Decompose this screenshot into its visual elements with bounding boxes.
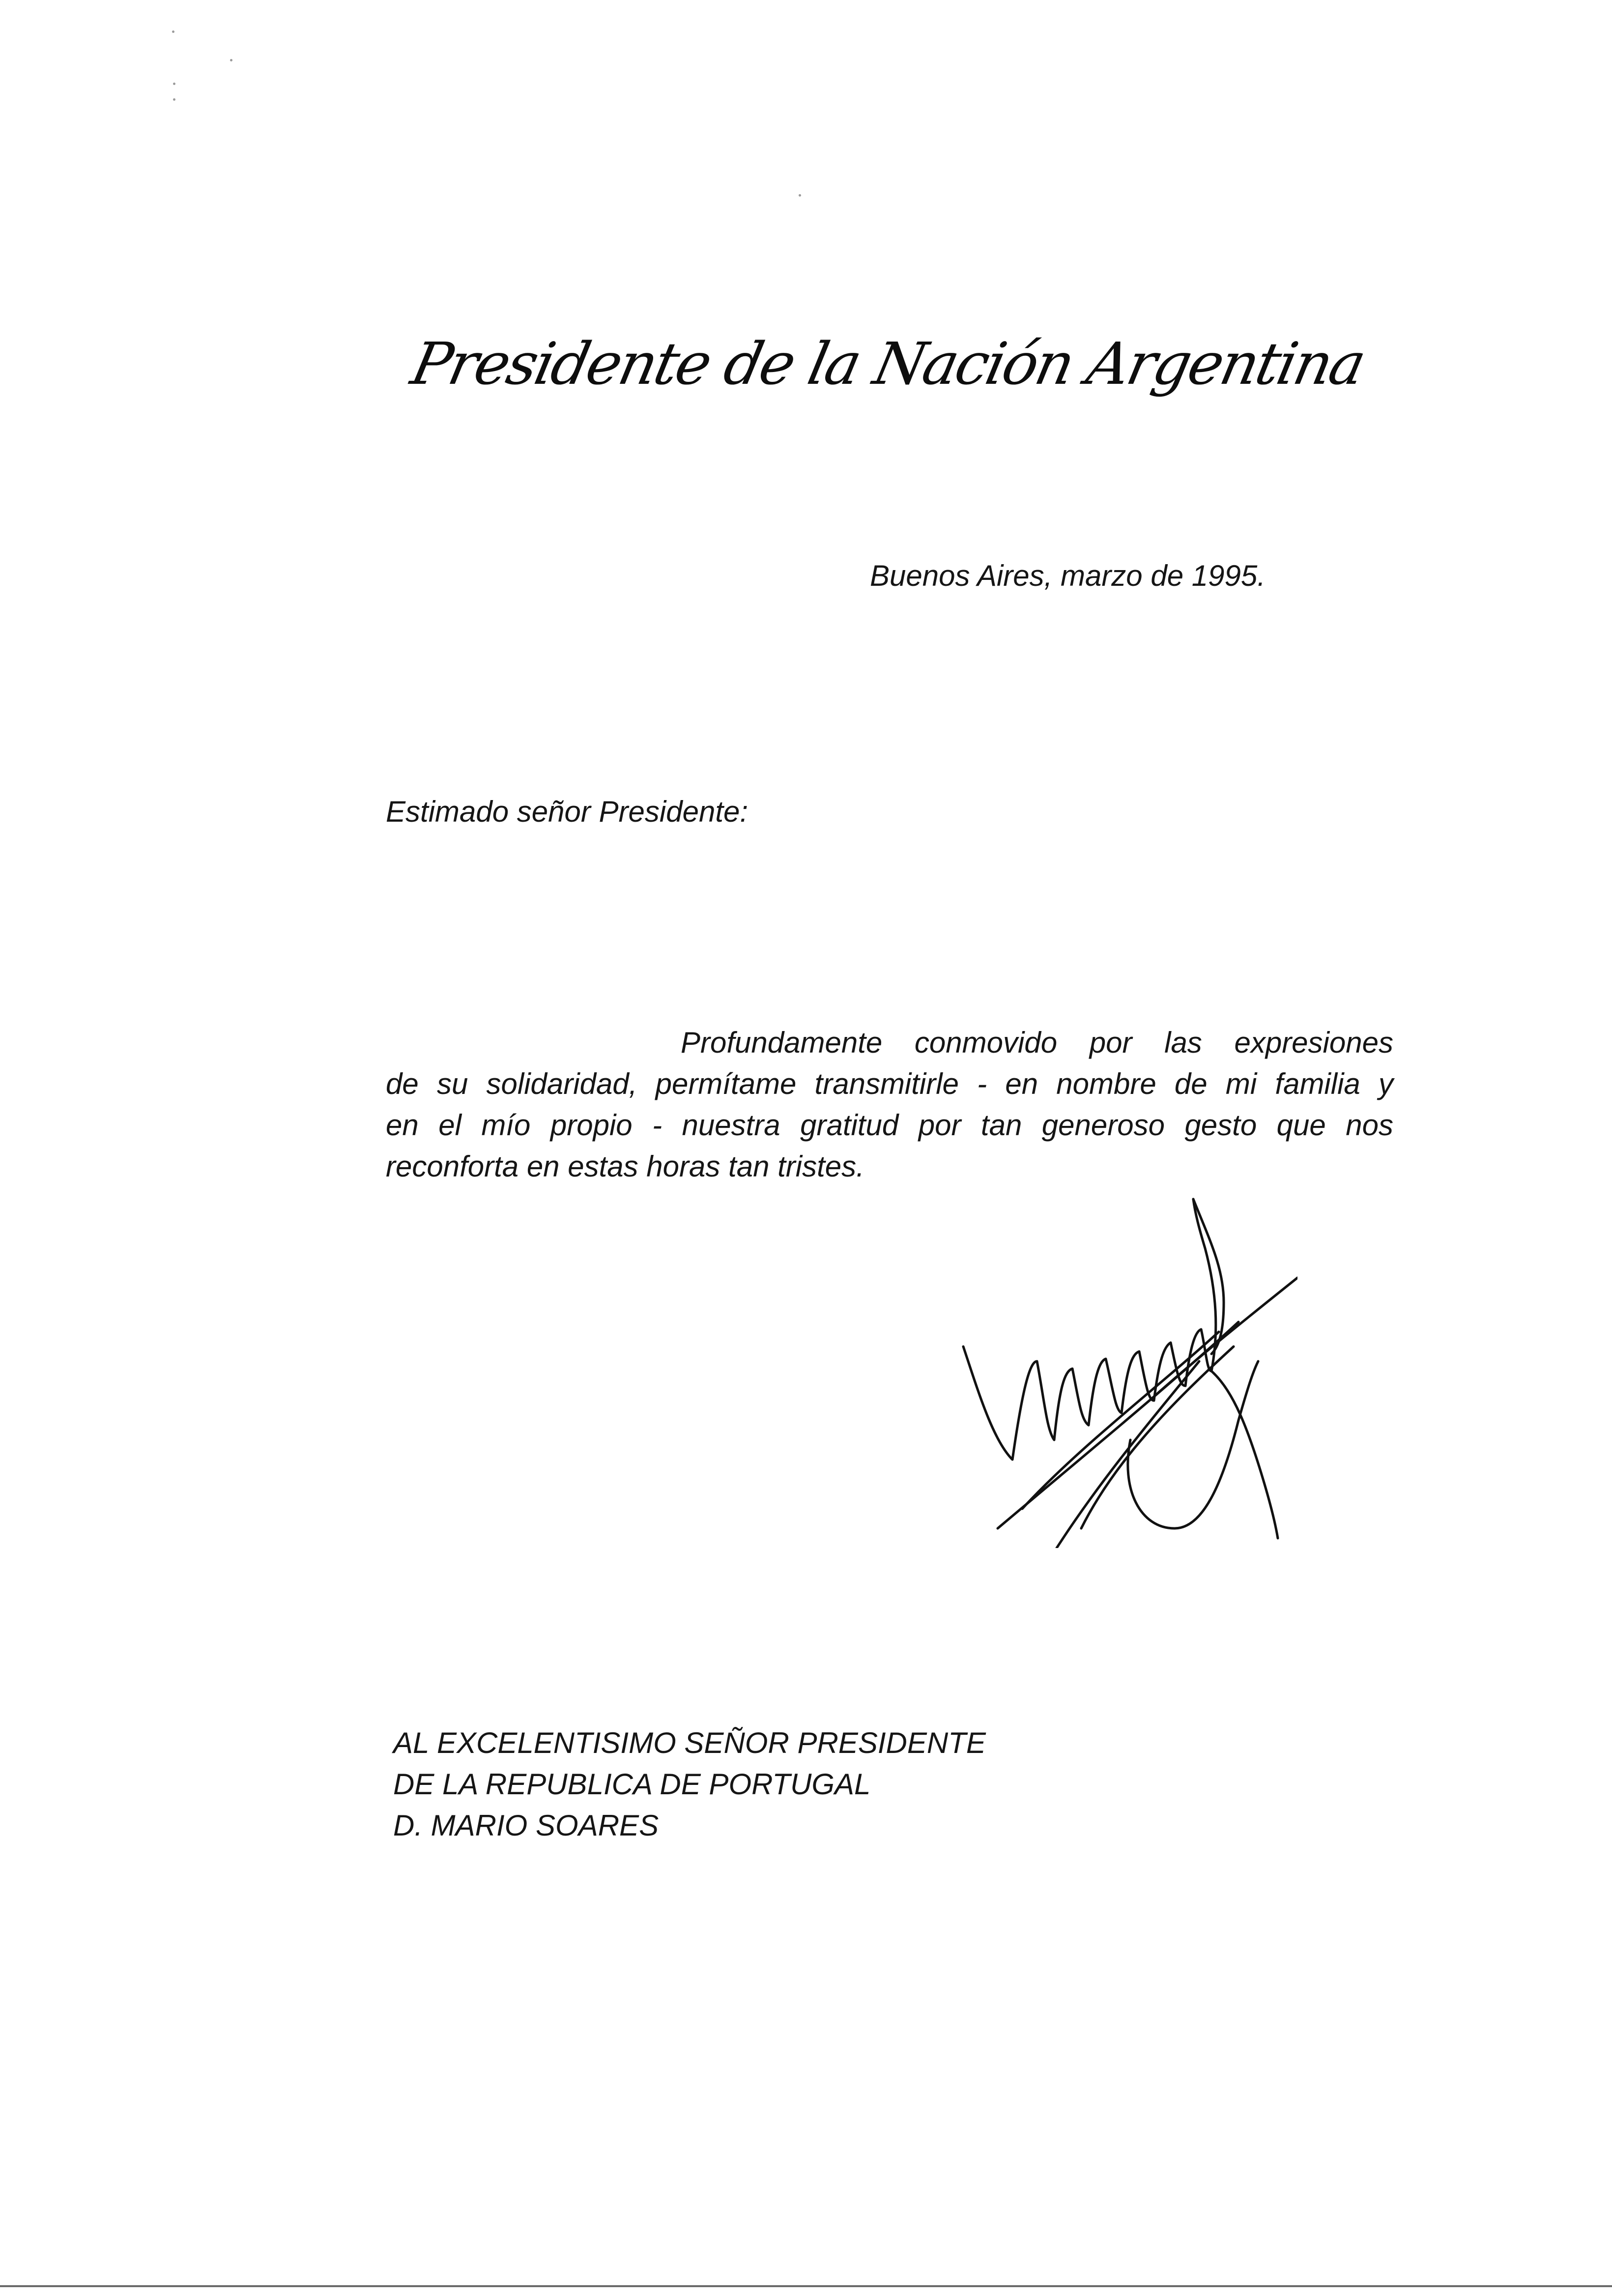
letter-body <box>386 1022 1393 1187</box>
scan-speck <box>172 30 174 33</box>
addressee-line: DE LA REPUBLICA DE PORTUGAL <box>393 1768 871 1801</box>
letter-salutation: Estimado señor Presidente: <box>386 795 748 828</box>
scan-speck <box>799 194 801 197</box>
letterhead-title: Presidente de la Nación Argentina <box>405 330 1370 398</box>
scan-bottom-edge <box>0 2285 1612 2287</box>
letter-date: Buenos Aires, marzo de 1995. <box>870 559 1266 592</box>
addressee-line: D. MARIO SOARES <box>393 1809 659 1842</box>
body-line: reconforta en estas horas tan tristes. <box>386 1150 864 1183</box>
scan-speck <box>173 83 175 85</box>
body-line: en el mío propio - nuestra gratitud por tan generoso gesto que nos <box>386 1109 1393 1142</box>
handwritten-signature <box>944 1184 1297 1548</box>
body-line: de su solidaridad, permítame transmitirle - en nombre de mi familia y <box>386 1067 1393 1100</box>
addressee-block <box>393 1722 986 1846</box>
body-line: Profundamente conmovido por las expresiones <box>681 1026 1393 1059</box>
scan-speck <box>230 59 232 61</box>
scan-speck <box>173 98 175 101</box>
addressee-line: AL EXCELENTISIMO SEÑOR PRESIDENTE <box>393 1726 986 1759</box>
